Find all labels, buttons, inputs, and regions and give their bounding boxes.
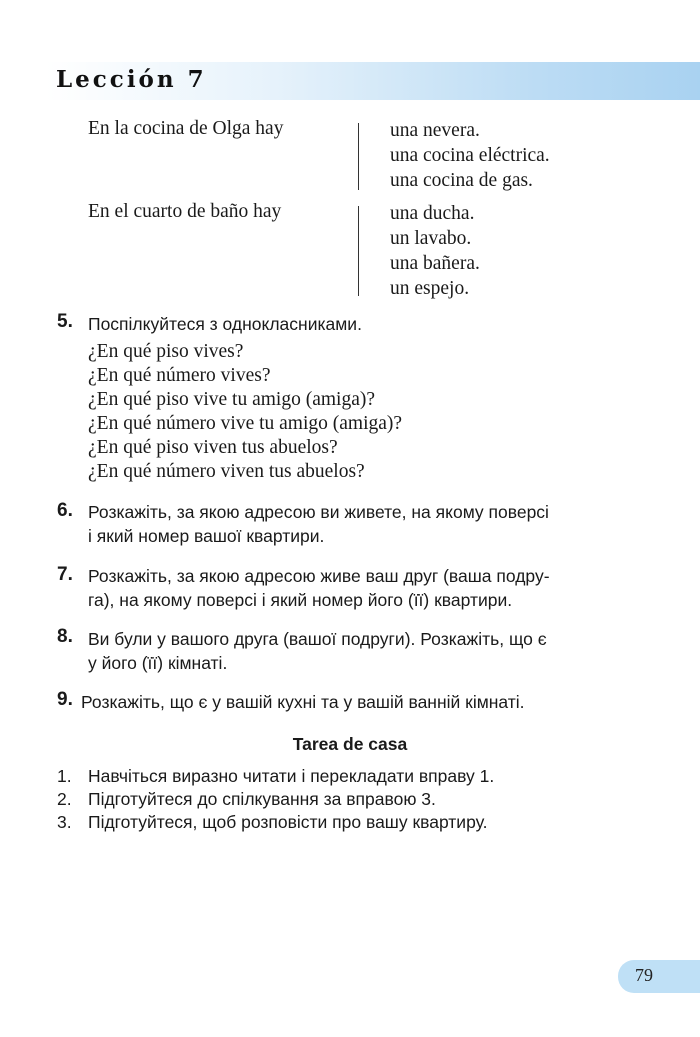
homework-text: Підготуйтеся, щоб розповісти про вашу квартиру. [88,812,488,832]
question-item: ¿En qué número vive tu amigo (amiga)? [88,413,403,434]
phrase-intro-bathroom: En el cuarto de baño hay [88,201,282,222]
exercise-line: Розкажіть, за якою адресою ви живете, на якому поверсі [88,502,549,522]
exercise-line: Розкажіть, що є у вашій кухні та у вашій ванній кімнаті. [81,692,525,712]
phrase-items-bathroom [390,201,480,301]
exercise-number: 6. [57,500,73,521]
exercise-line: Розкажіть, за якою адресою живе ваш друг (ваша подру- [88,566,550,586]
homework-number: 2. [57,789,72,809]
homework-item [57,765,494,788]
phrase-item: una ducha. [390,203,475,224]
phrase-item: una cocina de gas. [390,170,533,191]
exercise-line: Поспілкуйтеся з однокласниками. [88,314,362,334]
homework-list [57,765,494,834]
phrase-divider-bathroom [358,206,359,296]
question-list [88,340,402,484]
question-item: ¿En qué piso viven tus abuelos? [88,437,338,458]
exercise-line: і який номер вашої квартири. [88,526,325,546]
exercise-line: га), на якому поверсі і який номер його (її) квартири. [88,590,513,610]
exercise-line: у його (її) кімнаті. [88,653,228,673]
homework-text: Підготуйтеся до спілкування за вправою 3. [88,789,436,809]
lesson-title: Lección 7 [56,66,207,93]
exercise-number: 7. [57,564,73,585]
exercise-line: Ви були у вашого друга (вашої подруги). Розкажіть, що є [88,629,547,649]
page-number: 79 [635,965,653,985]
exercise-number: 9. [57,689,73,710]
homework-text: Навчіться виразно читати і перекладати вправу 1. [88,766,495,786]
question-item: ¿En qué piso vive tu amigo (amiga)? [88,389,375,410]
phrase-item: un lavabo. [390,228,472,249]
exercise-text [88,627,643,675]
exercise-number: 8. [57,626,73,647]
exercise-text [88,500,643,548]
homework-number: 1. [57,766,72,786]
exercise-text [81,690,636,714]
phrase-item: una nevera. [390,120,480,141]
phrase-item: un espejo. [390,278,470,299]
homework-item [57,811,494,834]
phrase-items-kitchen [390,118,550,193]
phrase-intro-kitchen: En la cocina de Olga hay [88,118,284,139]
phrase-item: una cocina eléctrica. [390,145,550,166]
question-item: ¿En qué número viven tus abuelos? [88,461,365,482]
homework-item [57,788,494,811]
question-item: ¿En qué número vives? [88,365,271,386]
homework-title: Tarea de casa [292,734,408,754]
homework-number: 3. [57,812,72,832]
phrase-item: una bañera. [390,253,480,274]
exercise-text [88,312,643,336]
phrase-divider-kitchen [358,123,359,190]
question-item: ¿En qué piso vives? [88,341,244,362]
exercise-text [88,564,643,612]
exercise-number: 5. [57,311,73,332]
